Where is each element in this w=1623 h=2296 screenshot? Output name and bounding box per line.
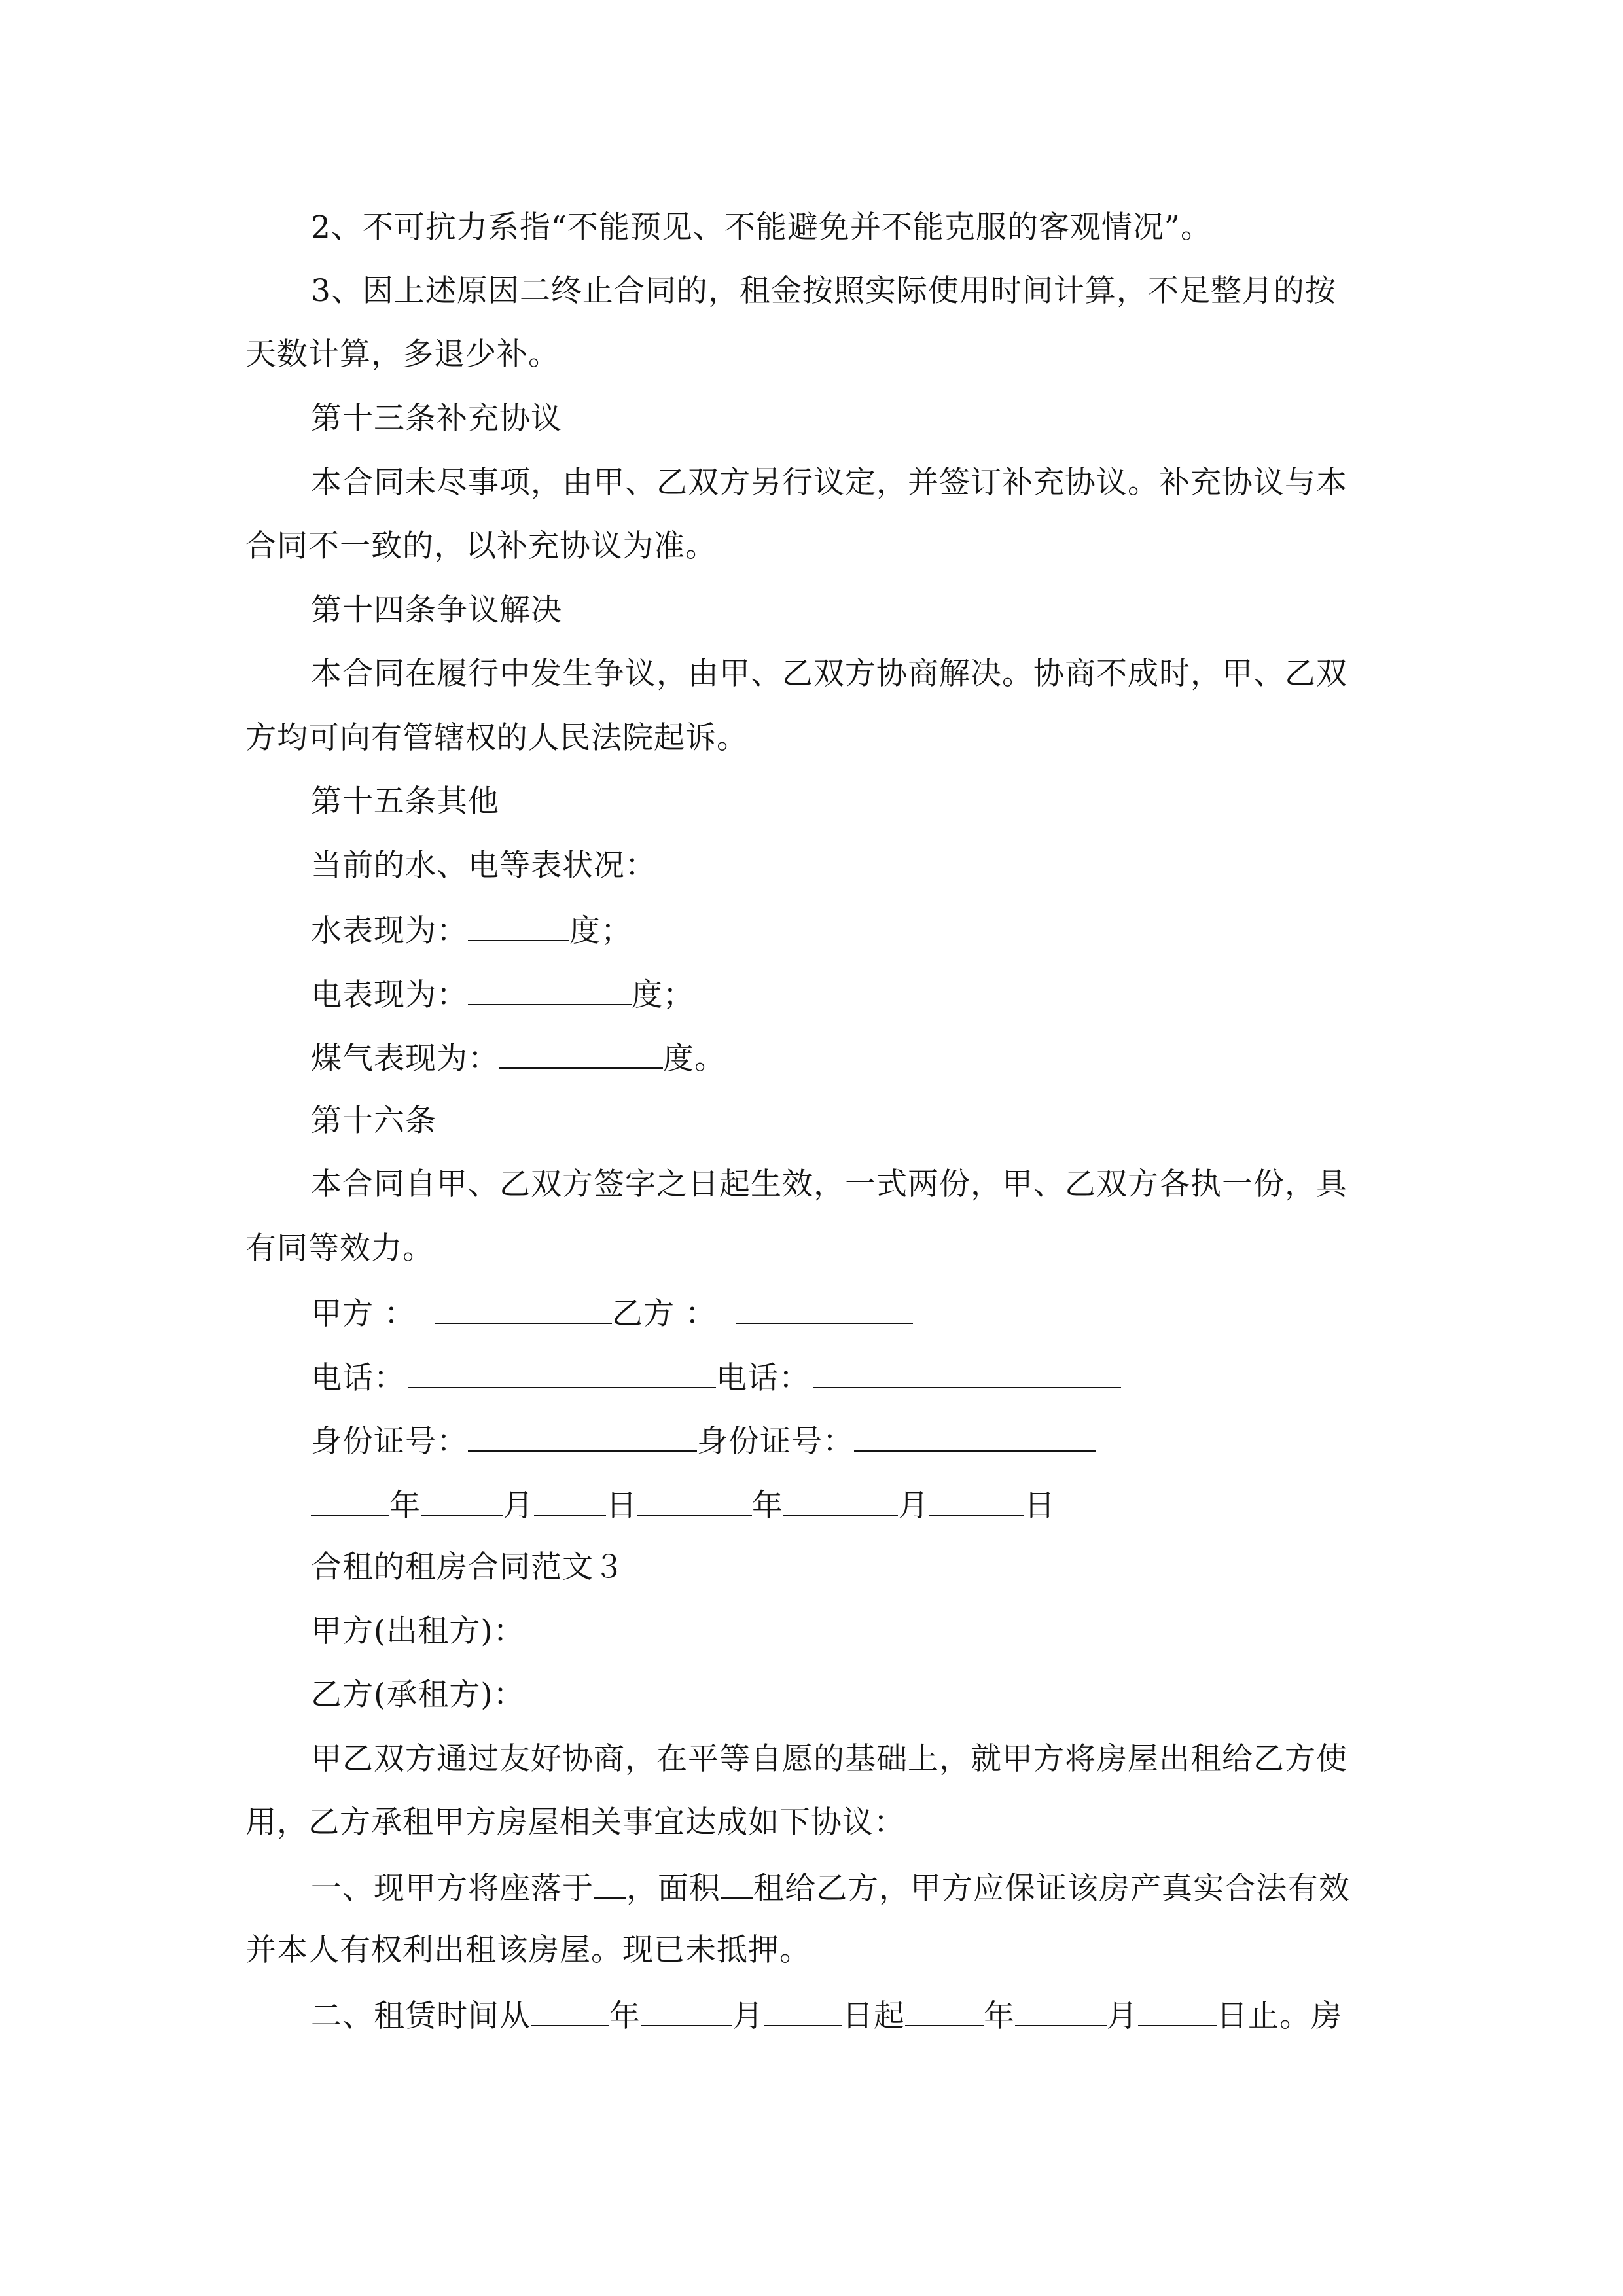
article-14-body: 本合同在履行中发生争议，由甲、乙双方协商解决。协商不成时，甲、乙双 [311, 656, 1347, 692]
gas-meter-line [311, 1037, 1453, 1079]
contract-3-clause-1-cont: 并本人有权利出租该房屋。现已未抵押。 [245, 1932, 811, 1968]
party-a-label: 甲方 ： [311, 1296, 416, 1332]
party-b-label: 乙方 ： [611, 1296, 717, 1332]
id-a-blank[interactable] [468, 1420, 697, 1452]
date-a-year-blank[interactable] [311, 1484, 389, 1516]
clause-1-text-a: 一、现甲方将座落于 [311, 1871, 594, 1907]
id-b-blank[interactable] [854, 1420, 1096, 1452]
location-blank[interactable] [594, 1867, 626, 1899]
electric-meter-label: 电表现为： [311, 977, 468, 1013]
phone-b-blank[interactable] [813, 1357, 1121, 1388]
water-meter-label: 水表现为： [311, 913, 468, 949]
phone-a-label: 电话： [311, 1360, 405, 1396]
clause-2-text-a: 二、租赁时间从 [311, 1998, 531, 2034]
date-b-month-blank[interactable] [783, 1484, 898, 1516]
clause-1-text-c: 租给乙方，甲方应保证该房产真实合法有效 [753, 1871, 1350, 1907]
area-blank[interactable] [721, 1867, 753, 1899]
article-16-heading: 第十六条 [311, 1103, 437, 1139]
article-13-body: 本合同未尽事项，由甲、乙双方另行议定，并签订补充协议。补充协议与本 [311, 465, 1347, 501]
start-month-blank[interactable] [641, 1995, 732, 2026]
clause-2-month-label: 月 [732, 1998, 764, 2034]
id-b-label: 身份证号： [697, 1424, 854, 1460]
article-14-body-cont: 方均可向有管辖权的人民法院起诉。 [245, 720, 748, 756]
date-a-day-label: 日 [606, 1488, 637, 1524]
clause-2-to-label: 日止。房 [1217, 1998, 1342, 2034]
clause-rent-calculation: 3、因上述原因二终止合同的，租金按照实际使用时间计算，不足整月的按 [311, 273, 1336, 309]
signature-date-line [311, 1484, 1453, 1526]
date-a-day-blank[interactable] [534, 1484, 606, 1516]
water-meter-blank[interactable] [468, 910, 569, 941]
end-month-blank[interactable] [1015, 1995, 1107, 2026]
article-16-body-cont: 有同等效力。 [245, 1230, 434, 1266]
clause-1-text-b: ，面积 [626, 1871, 721, 1907]
contract-3-clause-2 [311, 1995, 1453, 2036]
article-16-body: 本合同自甲、乙双方签字之日起生效，一式两份，甲、乙双方各执一份，具 [311, 1166, 1347, 1202]
contract-3-intro-cont: 用，乙方承租甲方房屋相关事宜达成如下协议： [245, 1804, 905, 1840]
date-a-month-label: 月 [503, 1488, 534, 1524]
contract-3-party-b: 乙方(承租方)： [311, 1677, 525, 1713]
electric-meter-line [311, 974, 1453, 1015]
clause-2-year-label: 年 [609, 1998, 641, 2034]
water-meter-unit: 度； [569, 913, 632, 949]
signature-party-line [311, 1293, 1453, 1334]
clause-2-from-label: 日起 [842, 1998, 905, 2034]
date-a-month-blank[interactable] [421, 1484, 503, 1516]
electric-meter-unit: 度； [632, 977, 694, 1013]
contract-3-intro: 甲乙双方通过友好协商，在平等自愿的基础上，就甲方将房屋出租给乙方使 [311, 1741, 1347, 1777]
date-a-year-label: 年 [389, 1488, 421, 1524]
article-14-heading: 第十四条争议解决 [311, 592, 562, 628]
contract-3-clause-1 [311, 1867, 1453, 1909]
gas-meter-label: 煤气表现为： [311, 1041, 499, 1077]
meter-status-intro: 当前的水、电等表状况： [311, 848, 656, 884]
clause-force-majeure-definition: 2、不可抗力系指“不能预见、不能避免并不能克服的客观情况”。 [311, 209, 1212, 245]
start-year-blank[interactable] [531, 1995, 609, 2026]
end-year-blank[interactable] [905, 1995, 984, 2026]
gas-meter-blank[interactable] [499, 1037, 663, 1069]
phone-a-blank[interactable] [408, 1357, 716, 1388]
article-13-body-cont: 合同不一致的，以补充协议为准。 [245, 528, 717, 564]
date-b-year-label: 年 [752, 1488, 783, 1524]
water-meter-line [311, 910, 1453, 951]
signature-id-line [311, 1420, 1453, 1462]
clause-2-month2-label: 月 [1107, 1998, 1138, 2034]
electric-meter-blank[interactable] [468, 974, 632, 1005]
date-b-month-label: 月 [898, 1488, 929, 1524]
contract-3-title: 合租的租房合同范文３ [311, 1549, 625, 1585]
date-b-year-blank[interactable] [637, 1484, 752, 1516]
clause-rent-calculation-cont: 天数计算，多退少补。 [245, 336, 560, 372]
gas-meter-unit: 度。 [663, 1041, 726, 1077]
party-a-blank[interactable] [435, 1293, 612, 1324]
date-b-day-blank[interactable] [929, 1484, 1024, 1516]
phone-b-label: 电话： [716, 1360, 810, 1396]
start-day-blank[interactable] [764, 1995, 842, 2026]
article-15-heading: 第十五条其他 [311, 783, 499, 819]
date-b-day-label: 日 [1024, 1488, 1056, 1524]
article-13-heading: 第十三条补充协议 [311, 401, 562, 437]
contract-3-party-a: 甲方(出租方)： [311, 1613, 525, 1649]
end-day-blank[interactable] [1138, 1995, 1217, 2026]
signature-phone-line [311, 1357, 1453, 1398]
clause-2-year2-label: 年 [984, 1998, 1015, 2034]
id-a-label: 身份证号： [311, 1424, 468, 1460]
party-b-blank[interactable] [736, 1293, 913, 1324]
